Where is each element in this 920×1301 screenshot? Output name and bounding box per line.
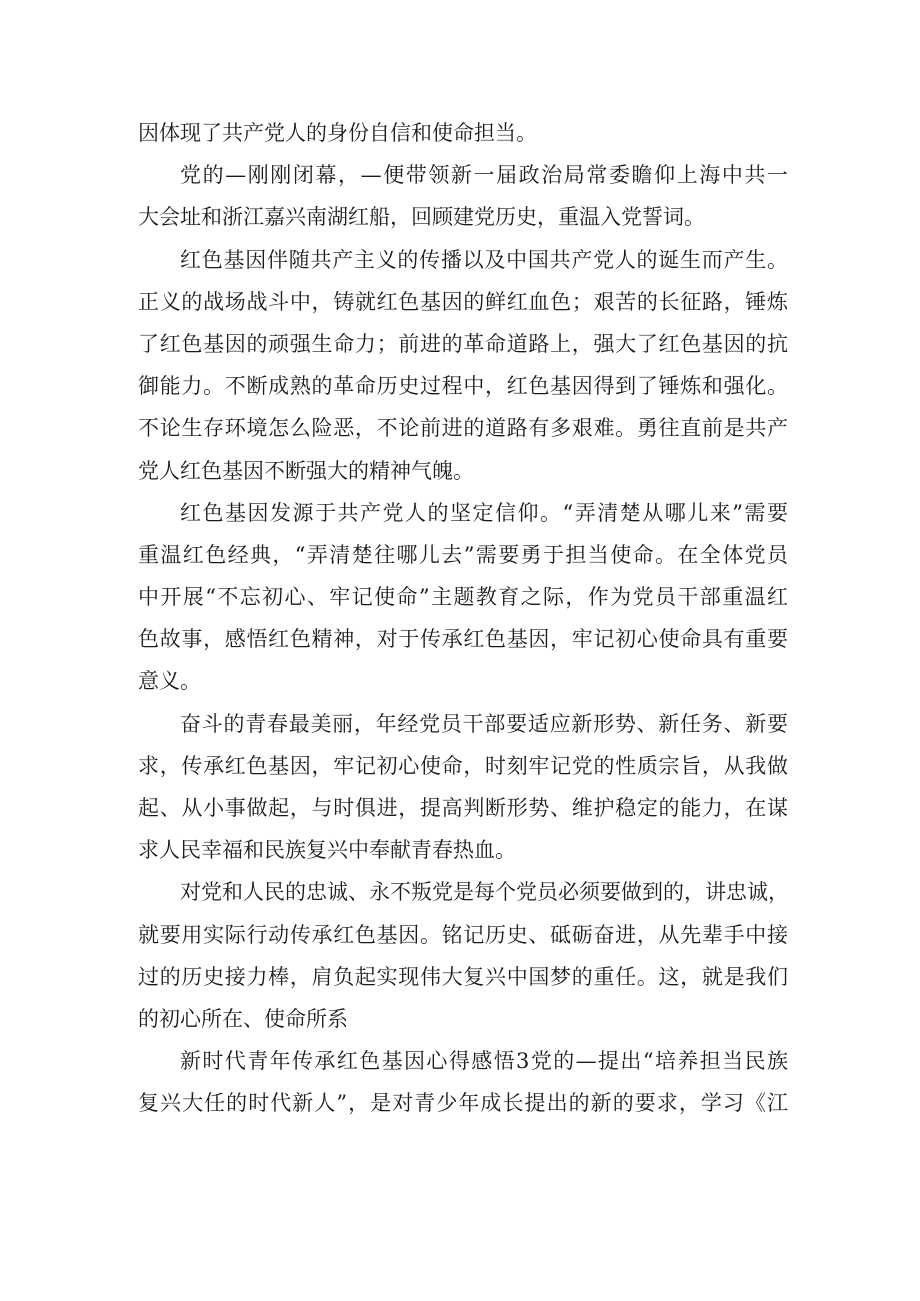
- text-line: 复兴大任的时代新人”，是对青少年成长提出的新的要求，学习《江: [138, 1091, 788, 1116]
- text-line: 因体现了共产党人的身份自信和使命担当。: [138, 121, 537, 145]
- text-line: 意义。: [138, 669, 201, 694]
- text-line: 红色基因伴随共产主义的传播以及中国共产党人的诞生而产生。: [180, 247, 788, 272]
- text-line: 正义的战场战斗中，铸就红色基因的鲜红血色；艰苦的长征路，锤炼: [138, 289, 788, 314]
- text-line: 的初心所在、使命所系: [138, 1006, 348, 1031]
- text-line: 起、从小事做起，与时俱进，提高判断形势、维护稳定的能力，在谋: [138, 796, 788, 820]
- text-line: 就要用实际行动传承红色基因。铭记历史、砥砺奋进，从先辈手中接: [138, 922, 788, 947]
- text-line: 不论生存环境怎么险恶，不论前进的道路有多艰难。勇往直前是共产: [138, 416, 788, 441]
- text-line: 奋斗的青春最美丽，年经党员干部要适应新形势、新任务、新要: [180, 711, 788, 736]
- text-line: 红色基因发源于共产党人的坚定信仰。“弄清楚从哪儿来”需要: [180, 500, 788, 525]
- body-text: [138, 112, 788, 1125]
- text-line: 重温红色经典，“弄清楚往哪儿去”需要勇于担当使命。在全体党员: [138, 542, 788, 567]
- text-line: 新时代青年传承红色基因心得感悟3党的—提出“培养担当民族: [180, 1049, 788, 1074]
- text-line: 求，传承红色基因，牢记初心使命，时刻牢记党的性质宗旨，从我做: [138, 753, 788, 778]
- text-line: 色故事，感悟红色精神，对于传承红色基因，牢记初心使命具有重要: [138, 627, 788, 652]
- text-line: 御能力。不断成熟的革命历史过程中，红色基因得到了锤炼和强化。: [138, 374, 788, 399]
- text-line: 求人民幸福和民族复兴中奉献青春热血。: [138, 838, 516, 863]
- text-line: 了红色基因的顽强生命力；前进的革命道路上，强大了红色基因的抗: [138, 331, 788, 356]
- text-line: 大会址和浙江嘉兴南湖红船，回顾建党历史，重温入党誓词。: [138, 205, 705, 230]
- text-line: 党人红色基因不断强大的精神气魄。: [138, 458, 474, 483]
- text-line: 中开展“不忘初心、牢记使命”主题教育之际，作为党员干部重温红: [138, 585, 788, 610]
- text-line: 过的历史接力棒，肩负起实现伟大复兴中国梦的重任。这，就是我们: [138, 964, 788, 989]
- text-line: 对党和人民的忠诚、永不叛党是每个党员必须要做到的，讲忠诚，: [180, 880, 789, 905]
- text-line: 党的—刚刚闭幕，—便带领新一届政治局常委瞻仰上海中共一: [180, 163, 788, 188]
